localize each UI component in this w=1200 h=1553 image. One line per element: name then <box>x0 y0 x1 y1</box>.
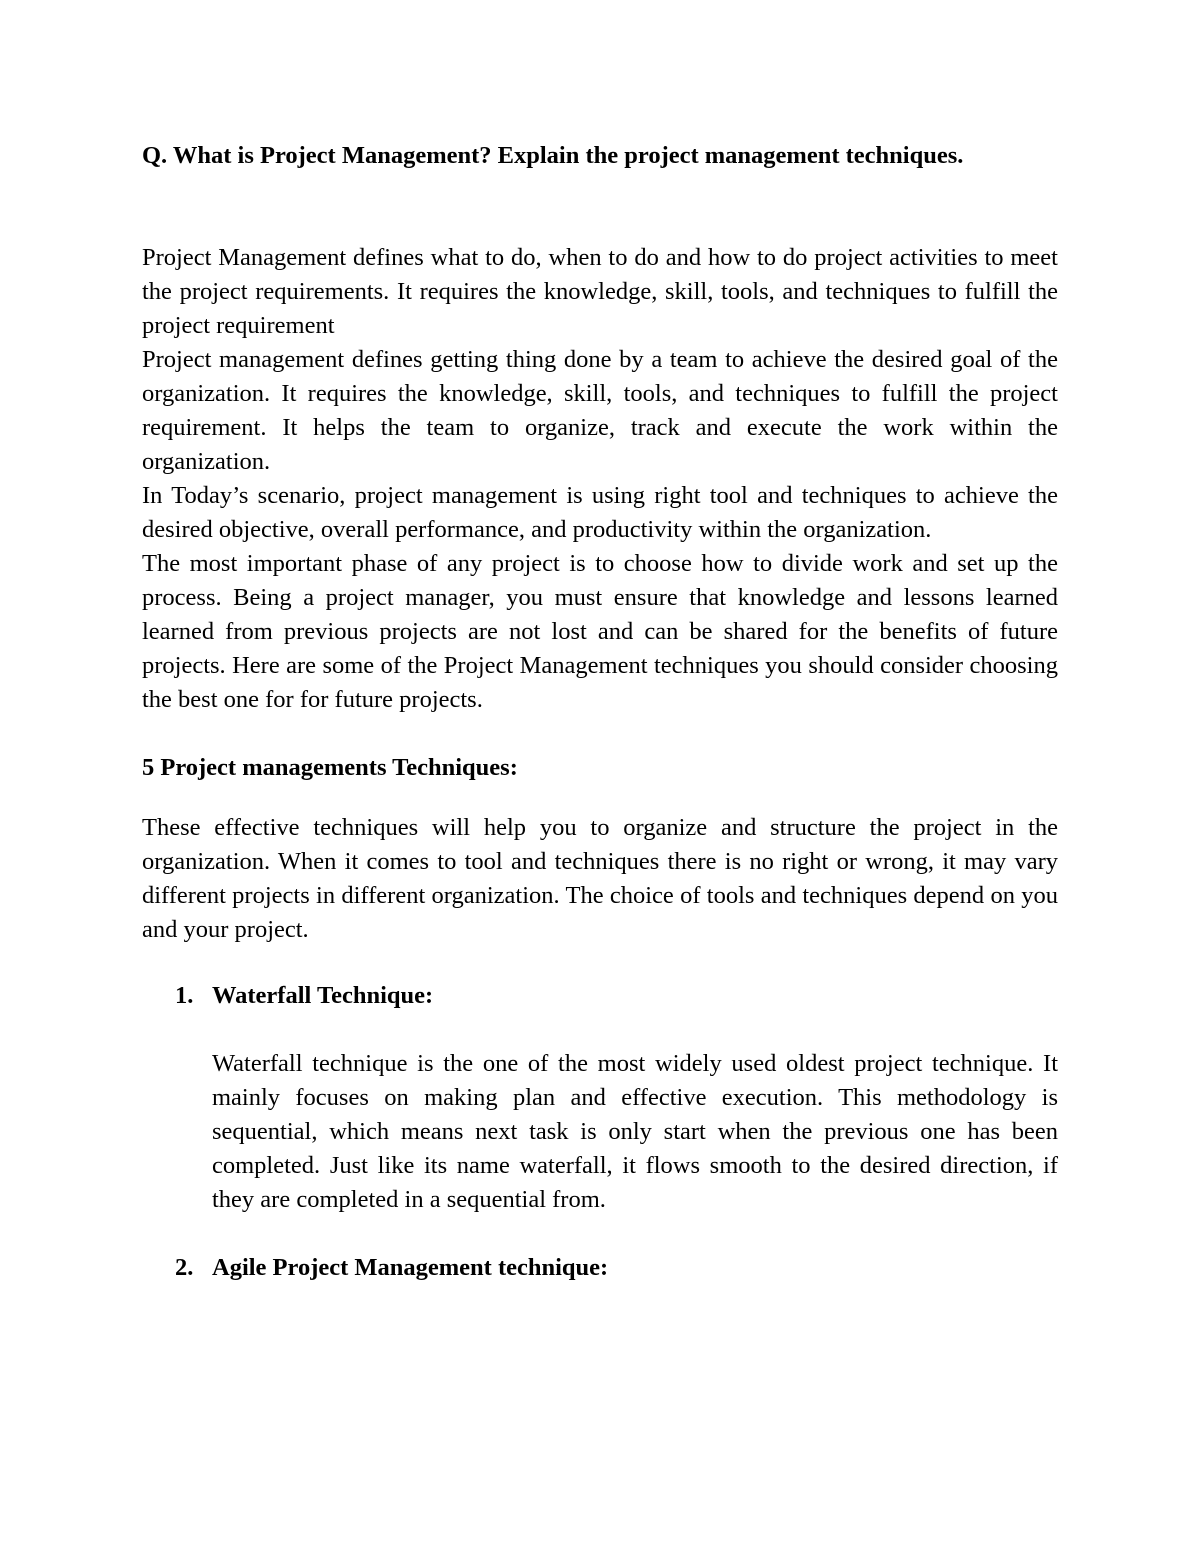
technique-title: Waterfall Technique: <box>212 982 434 1009</box>
intro-paragraph: Project Management defines what to do, when to do and how to do project activities to meet the project requirements. It requires the knowledge, skill, tools, and techniques to fulfill the project requirement <box>142 244 1058 339</box>
document-page <box>142 138 1058 1319</box>
document-title: Q. What is Project Management? Explain the project management techniques. <box>142 142 964 169</box>
technique-number: 2. <box>175 1254 194 1281</box>
technique-item <box>142 1251 1058 1285</box>
technique-number: 1. <box>175 982 194 1009</box>
technique-item <box>142 979 1058 1217</box>
intro-paragraph: In Today’s scenario, project management is using right tool and techniques to achieve the desired objective, overall performance, and productivity within the organization. <box>142 482 1058 543</box>
intro-section <box>142 241 1058 717</box>
intro-paragraph: The most important phase of any project is to choose how to divide work and set up the process. Being a project manager, you must ensure that knowledge and lessons learned learned from previous projects are not lost and can be shared for the benefits of future projects. Here are some of the Project Management techniques you should consider choosing the best one for for future projects. <box>142 550 1058 713</box>
intro-paragraph: Project management defines getting thing done by a team to achieve the desired goal of the organization. It requires the knowledge, skill, tools, and techniques to fulfill the project requirement. It helps the team to organize, track and execute the work within the organization. <box>142 346 1058 475</box>
section-heading: 5 Project managements Techniques: <box>142 754 518 781</box>
section-text: These effective techniques will help you to organize and structure the project in the organization. When it comes to tool and techniques there is no right or wrong, it may vary different projects in different organization. The choice of tools and techniques depend on you and your project. <box>142 814 1058 943</box>
techniques-list <box>142 979 1058 1285</box>
technique-description: Waterfall technique is the one of the most widely used oldest project technique. It mainly focuses on making plan and effective execution. This methodology is sequential, which means next task is only start when the previous one has been completed. Just like its name waterfall, it flows smooth to the desired direction, if they are completed in a sequential from. <box>212 1050 1058 1213</box>
technique-title: Agile Project Management technique: <box>212 1254 609 1281</box>
